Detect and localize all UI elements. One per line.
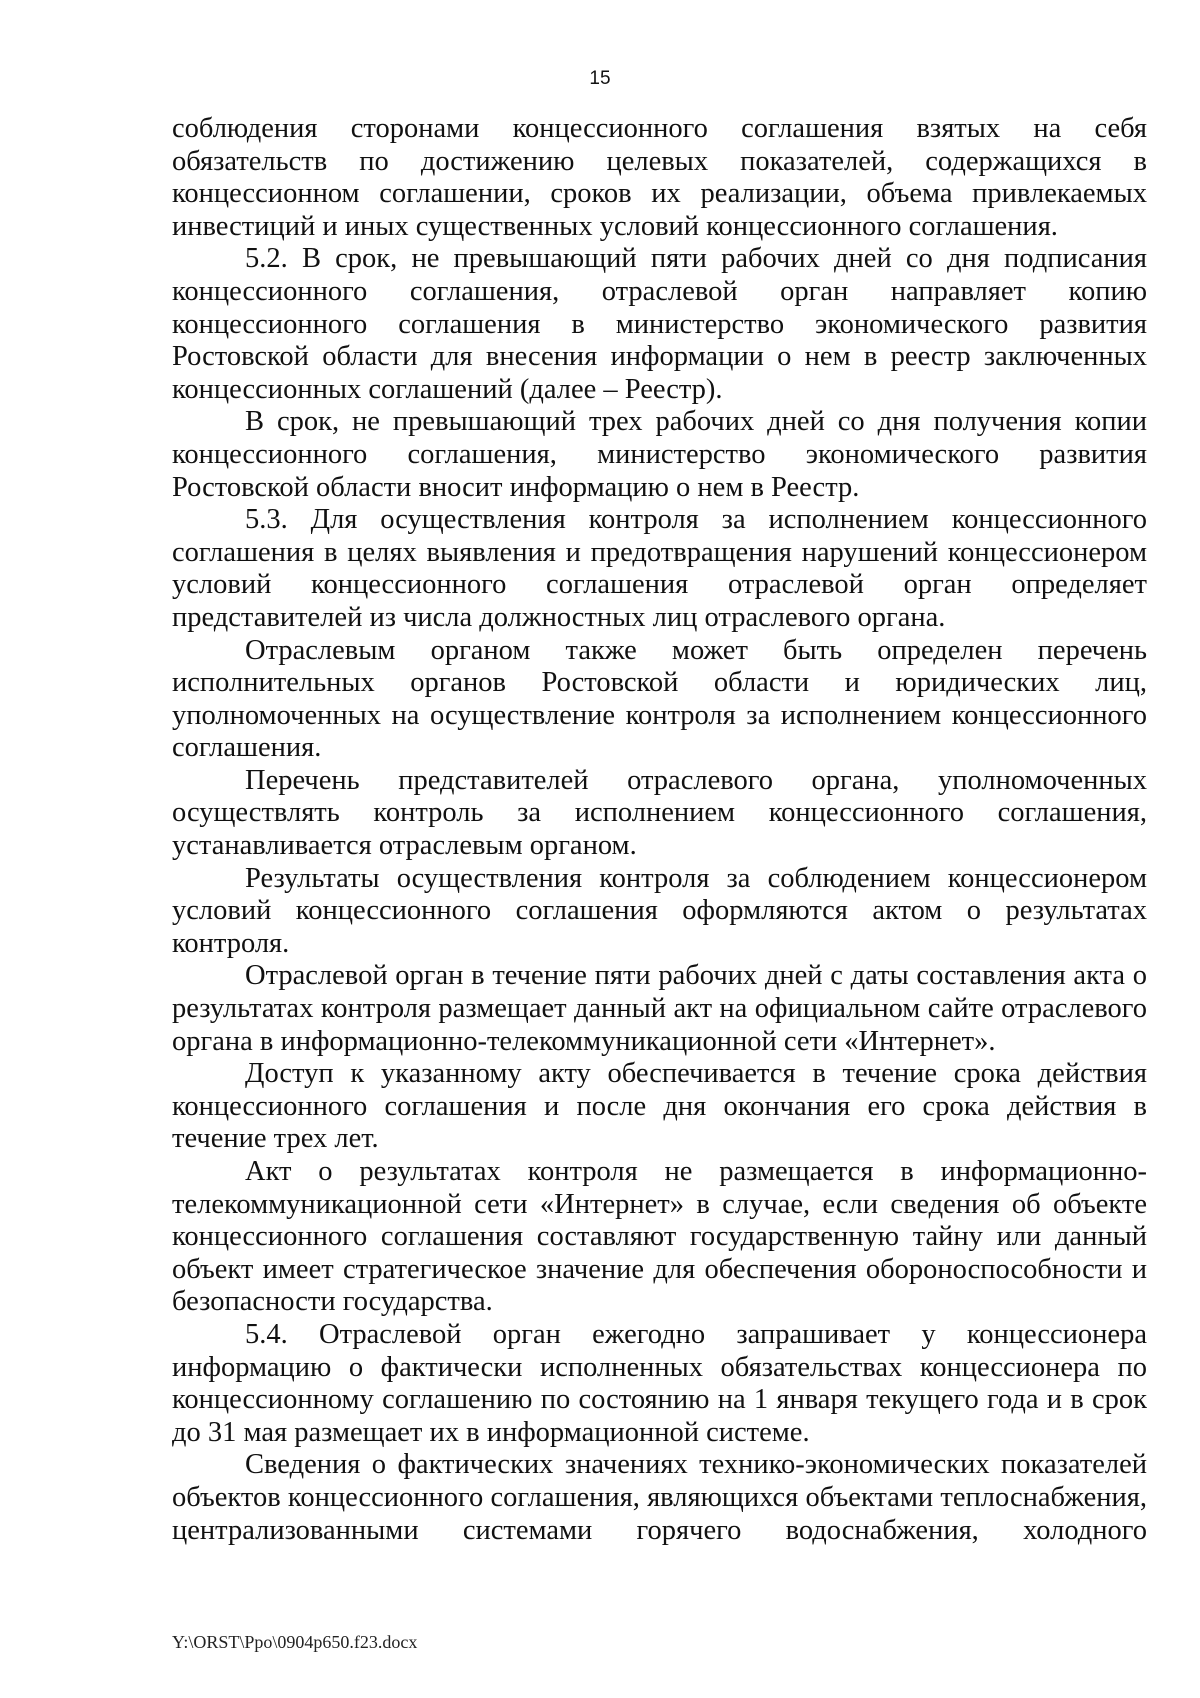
paragraph-control-results: Результаты осуществления контроля за соблюдением концессионером условий концессионного соглашения оформляются актом о результатах контроля. [172, 862, 1147, 959]
paragraph-continuation: соблюдения сторонами концессионного соглашения взятых на себя обязательств по достижению целевых показателей, содержащихся в концессионном соглашении, сроков их реализации, объема привлекаемых инвестиций и иных существенных условий концессионного соглашения. [172, 113, 1147, 242]
paragraph-act-publication: Отраслевой орган в течение пяти рабочих дней с даты составления акта о результатах контроля размещает данный акт на официальном сайте отраслевого органа в информационно-телекоммуникационной сети «Интернет». [172, 960, 1147, 1057]
paragraph-control-bodies: Отраслевым органом также может быть определен перечень исполнительных органов Ростовской области и юридических лиц, уполномоченных на осуществление контроля за исполнением концессионного соглашения. [172, 634, 1147, 764]
paragraph-act-restriction: Акт о результатах контроля не размещается в информационно-телекоммуникационной сети «Интернет» в случае, если сведения об объекте концессионного соглашения составляют государственную тайну или данный объект имеет стратегическое значение для обеспечения обороноспособности и безопасности государства. [172, 1156, 1147, 1318]
paragraph-registry-entry: В срок, не превышающий трех рабочих дней со дня получения копии концессионного соглашения, министерство экономического развития Ростовской области вносит информацию о нем в Реестр. [172, 406, 1147, 503]
footer-file-path: Y:\ORST\Ppo\0904p650.f23.docx [172, 1632, 418, 1652]
paragraph-5-2: 5.2. В срок, не превышающий пяти рабочих дней со дня подписания концессионного соглашения, отраслевой орган направляет копию концессионного соглашения в министерство экономического развития Ростовской области для внесения информации о нем в реестр заключенных концессионных соглашений (далее – Реестр). [172, 243, 1147, 405]
document-body [172, 113, 1147, 1547]
page-number: 15 [589, 68, 611, 89]
paragraph-act-access: Доступ к указанному акту обеспечивается в течение срока действия концессионного соглашения и после дня окончания его срока действия в течение трех лет. [172, 1058, 1147, 1155]
paragraph-representatives-list: Перечень представителей отраслевого органа, уполномоченных осуществлять контроль за исполнением концессионного соглашения, устанавливается отраслевым органом. [172, 764, 1147, 862]
paragraph-5-3: 5.3. Для осуществления контроля за исполнением концессионного соглашения в целях выявления и предотвращения нарушений концессионером условий концессионного соглашения отраслевой орган определяет представителей из числа должностных лиц отраслевого органа. [172, 504, 1147, 633]
paragraph-5-4: 5.4. Отраслевой орган ежегодно запрашивает у концессионера информацию о фактически исполненных обязательствах концессионера по концессионному соглашению по состоянию на 1 января текущего года и в срок до 31 мая размещает их в информационной системе. [172, 1318, 1147, 1448]
paragraph-tech-indicators: Сведения о фактических значениях технико-экономических показателей объектов концессионного соглашения, являющихся объектами теплоснабжения, централизованными системами горячего водоснабжения, холодного [172, 1449, 1147, 1546]
